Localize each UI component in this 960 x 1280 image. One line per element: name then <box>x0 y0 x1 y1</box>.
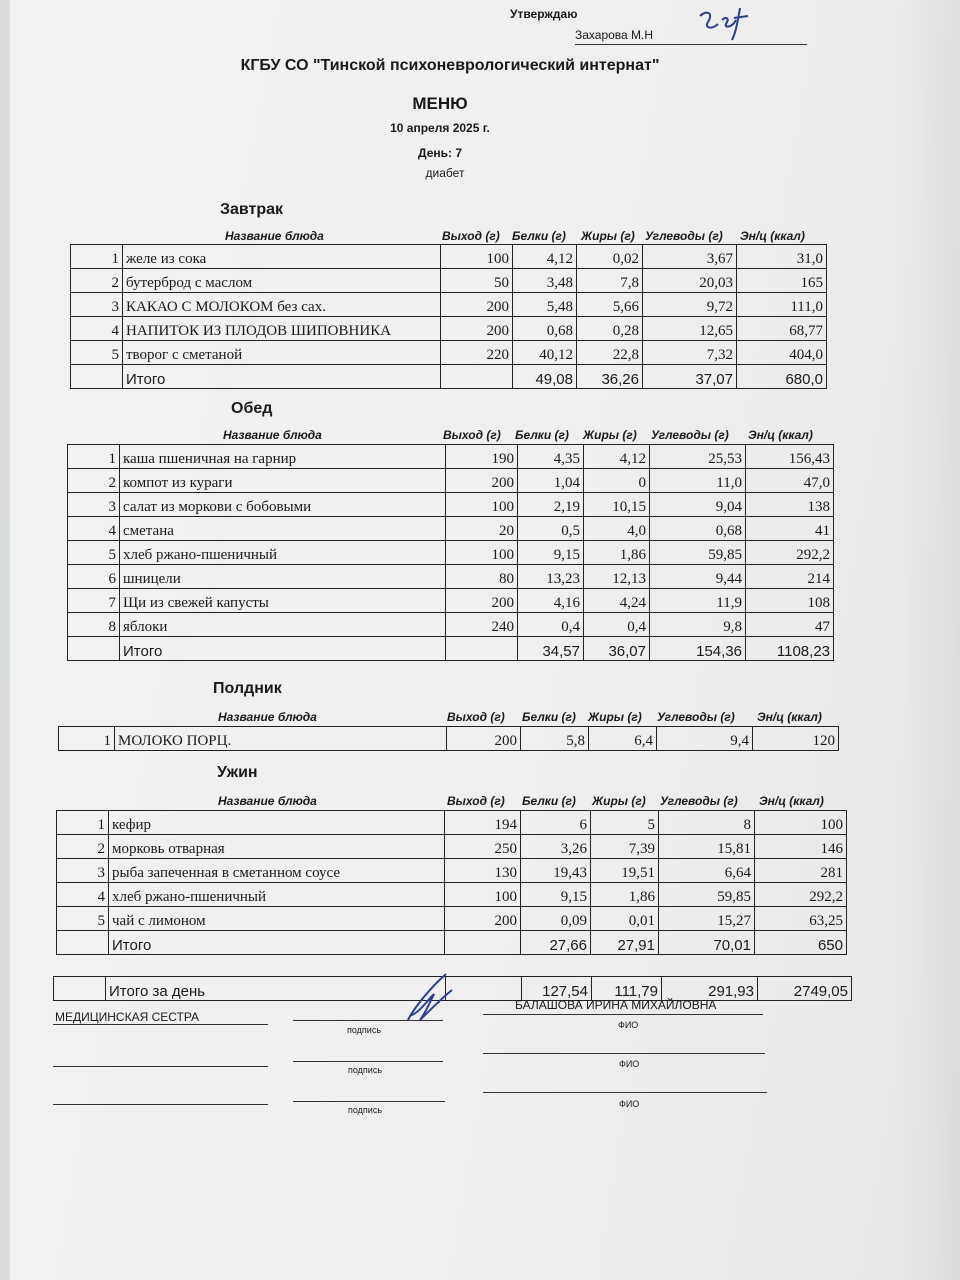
dish-yield: 20 <box>446 517 518 541</box>
dish-fat: 6,4 <box>589 727 657 751</box>
col-name: Название блюда <box>218 710 317 724</box>
day-total-label: Итого за день <box>106 977 446 1001</box>
dish-energy: 47,0 <box>746 469 834 493</box>
dish-energy: 63,25 <box>755 907 847 931</box>
signature-caption: подпись <box>348 1105 383 1115</box>
col-energy: Эн/ц (ккал) <box>748 428 813 442</box>
col-protein: Белки (г) <box>512 229 566 243</box>
signature-line <box>53 1104 268 1105</box>
total-row <box>57 931 847 955</box>
dish-carbs: 9,72 <box>643 293 737 317</box>
signature-caption: подпись <box>347 1025 382 1035</box>
table-row <box>71 293 827 317</box>
dish-protein: 2,19 <box>518 493 584 517</box>
dish-carbs: 0,68 <box>650 517 746 541</box>
col-name: Название блюда <box>223 428 322 442</box>
row-number: 1 <box>68 445 120 469</box>
dish-carbs: 15,81 <box>659 835 755 859</box>
col-yield: Выход (г) <box>447 710 505 724</box>
dish-name: творог с сметаной <box>123 341 441 365</box>
total-label: Итого <box>109 931 445 955</box>
dish-energy: 156,43 <box>746 445 834 469</box>
col-yield: Выход (г) <box>443 428 501 442</box>
row-number: 1 <box>59 727 115 751</box>
approver-name: Захарова М.Н <box>575 28 654 42</box>
total-protein: 27,66 <box>521 931 591 955</box>
dish-fat: 0,28 <box>577 317 643 341</box>
dish-fat: 12,13 <box>584 565 650 589</box>
col-name: Название блюда <box>225 229 324 243</box>
dish-yield: 200 <box>446 469 518 493</box>
day-total-energy: 2749,05 <box>758 977 852 1001</box>
menu-day: День: 7 <box>418 146 462 160</box>
dish-energy: 165 <box>737 269 827 293</box>
dish-protein: 9,15 <box>518 541 584 565</box>
dish-energy: 108 <box>746 589 834 613</box>
dish-yield: 100 <box>446 541 518 565</box>
dish-name: хлеб ржано-пшеничный <box>120 541 446 565</box>
col-fat: Жиры (г) <box>588 710 642 724</box>
row-number: 8 <box>68 613 120 637</box>
col-carbs: Углеводы (г) <box>651 428 729 442</box>
col-name: Название блюда <box>218 794 317 808</box>
section-title-lunch: Обед <box>231 400 273 417</box>
dish-carbs: 9,44 <box>650 565 746 589</box>
dish-protein: 4,12 <box>513 245 577 269</box>
dish-energy: 31,0 <box>737 245 827 269</box>
signature-role-1: МЕДИЦИНСКАЯ СЕСТРА <box>55 1010 200 1024</box>
signature-line <box>483 1092 767 1093</box>
dish-fat: 4,12 <box>584 445 650 469</box>
dish-fat: 0,01 <box>591 907 659 931</box>
dish-protein: 4,35 <box>518 445 584 469</box>
col-fat: Жиры (г) <box>592 794 646 808</box>
table-row <box>71 317 827 341</box>
approval-line <box>575 44 807 45</box>
table-row <box>68 589 834 613</box>
dish-carbs: 59,85 <box>659 883 755 907</box>
dish-protein: 9,15 <box>521 883 591 907</box>
dish-yield: 220 <box>441 341 513 365</box>
row-number: 7 <box>68 589 120 613</box>
col-carbs: Углеводы (г) <box>660 794 738 808</box>
dish-name: рыба запеченная в сметанном соусе <box>109 859 445 883</box>
signature-line <box>53 1024 268 1025</box>
dish-name: каша пшеничная на гарнир <box>120 445 446 469</box>
row-number: 1 <box>71 245 123 269</box>
page-title: МЕНЮ <box>412 94 468 113</box>
total-carbs: 154,36 <box>650 637 746 661</box>
dish-yield: 100 <box>446 493 518 517</box>
signature-name-1: БАЛАШОВА ИРИНА МИХАЙЛОВНА <box>515 998 717 1012</box>
table-row <box>68 493 834 517</box>
dish-name: салат из моркови с бобовыми <box>120 493 446 517</box>
total-carbs: 37,07 <box>643 365 737 389</box>
dish-fat: 4,24 <box>584 589 650 613</box>
dish-energy: 47 <box>746 613 834 637</box>
table-row <box>71 341 827 365</box>
dish-protein: 3,26 <box>521 835 591 859</box>
table-row <box>68 469 834 493</box>
dish-yield: 250 <box>445 835 521 859</box>
dish-yield: 100 <box>441 245 513 269</box>
row-number: 2 <box>57 835 109 859</box>
signature-line <box>293 1101 445 1102</box>
day-total-fat: 111,79 <box>592 977 662 1001</box>
dish-protein: 13,23 <box>518 565 584 589</box>
dish-fat: 19,51 <box>591 859 659 883</box>
dish-energy: 214 <box>746 565 834 589</box>
institution-name: КГБУ СО "Тинской психоневрологический интернат" <box>240 57 660 74</box>
dish-fat: 0,02 <box>577 245 643 269</box>
dish-energy: 146 <box>755 835 847 859</box>
dish-fat: 10,15 <box>584 493 650 517</box>
diet-type: диабет <box>425 166 465 180</box>
table-row <box>57 883 847 907</box>
dish-fat: 0,4 <box>584 613 650 637</box>
dish-fat: 5 <box>591 811 659 835</box>
row-number: 4 <box>71 317 123 341</box>
signature-line <box>293 1061 443 1062</box>
fio-caption: ФИО <box>619 1059 640 1069</box>
row-number: 4 <box>57 883 109 907</box>
total-row <box>68 637 834 661</box>
dish-name: бутерброд с маслом <box>123 269 441 293</box>
signature-line <box>293 1020 443 1021</box>
day-total-carbs: 291,93 <box>662 977 758 1001</box>
dish-protein: 0,09 <box>521 907 591 931</box>
dish-name: МОЛОКО ПОРЦ. <box>115 727 447 751</box>
dish-yield: 190 <box>446 445 518 469</box>
col-protein: Белки (г) <box>515 428 569 442</box>
dish-yield: 194 <box>445 811 521 835</box>
dish-carbs: 8 <box>659 811 755 835</box>
table-row <box>68 613 834 637</box>
col-fat: Жиры (г) <box>583 428 637 442</box>
total-fat: 36,26 <box>577 365 643 389</box>
row-number: 3 <box>68 493 120 517</box>
table-snack <box>58 726 839 751</box>
total-fat: 36,07 <box>584 637 650 661</box>
dish-energy: 292,2 <box>746 541 834 565</box>
dish-name: шницели <box>120 565 446 589</box>
dish-energy: 120 <box>753 727 839 751</box>
menu-document <box>10 0 960 1280</box>
col-protein: Белки (г) <box>522 794 576 808</box>
dish-fat: 4,0 <box>584 517 650 541</box>
dish-protein: 3,48 <box>513 269 577 293</box>
dish-energy: 68,77 <box>737 317 827 341</box>
row-number: 4 <box>68 517 120 541</box>
col-energy: Эн/ц (ккал) <box>759 794 824 808</box>
total-protein: 49,08 <box>513 365 577 389</box>
table-dinner <box>56 810 847 955</box>
dish-name: яблоки <box>120 613 446 637</box>
total-row <box>71 365 827 389</box>
signature-line <box>53 1066 268 1067</box>
dish-energy: 292,2 <box>755 883 847 907</box>
day-total-protein: 127,54 <box>522 977 592 1001</box>
dish-fat: 5,66 <box>577 293 643 317</box>
dish-yield: 80 <box>446 565 518 589</box>
dish-carbs: 9,4 <box>657 727 753 751</box>
dish-yield: 200 <box>445 907 521 931</box>
section-title-dinner: Ужин <box>217 764 258 781</box>
dish-fat: 1,86 <box>584 541 650 565</box>
dish-name: морковь отварная <box>109 835 445 859</box>
dish-protein: 5,48 <box>513 293 577 317</box>
dish-carbs: 59,85 <box>650 541 746 565</box>
row-number: 6 <box>68 565 120 589</box>
dish-carbs: 6,64 <box>659 859 755 883</box>
table-row <box>57 811 847 835</box>
dish-protein: 5,8 <box>521 727 589 751</box>
dish-yield: 100 <box>445 883 521 907</box>
menu-date: 10 апреля 2025 г. <box>390 121 490 135</box>
dish-name: компот из кураги <box>120 469 446 493</box>
dish-carbs: 15,27 <box>659 907 755 931</box>
dish-carbs: 3,67 <box>643 245 737 269</box>
dish-carbs: 11,0 <box>650 469 746 493</box>
col-protein: Белки (г) <box>522 710 576 724</box>
row-number: 3 <box>71 293 123 317</box>
dish-yield: 50 <box>441 269 513 293</box>
dish-yield: 200 <box>441 317 513 341</box>
row-number: 3 <box>57 859 109 883</box>
total-label: Итого <box>120 637 446 661</box>
col-fat: Жиры (г) <box>581 229 635 243</box>
dish-energy: 404,0 <box>737 341 827 365</box>
dish-name: сметана <box>120 517 446 541</box>
total-protein: 34,57 <box>518 637 584 661</box>
dish-protein: 19,43 <box>521 859 591 883</box>
section-title-breakfast: Завтрак <box>220 201 284 218</box>
col-carbs: Углеводы (г) <box>645 229 723 243</box>
dish-yield: 200 <box>441 293 513 317</box>
col-energy: Эн/ц (ккал) <box>740 229 805 243</box>
dish-energy: 100 <box>755 811 847 835</box>
dish-protein: 40,12 <box>513 341 577 365</box>
table-row <box>57 907 847 931</box>
row-number: 5 <box>71 341 123 365</box>
nurse-signature <box>390 968 470 1028</box>
dish-name: чай с лимоном <box>109 907 445 931</box>
table-row <box>68 517 834 541</box>
dish-yield: 240 <box>446 613 518 637</box>
dish-energy: 138 <box>746 493 834 517</box>
row-number: 1 <box>57 811 109 835</box>
table-row <box>71 269 827 293</box>
dish-yield: 130 <box>445 859 521 883</box>
total-label: Итого <box>123 365 441 389</box>
dish-carbs: 9,8 <box>650 613 746 637</box>
dish-name: кефир <box>109 811 445 835</box>
dish-yield: 200 <box>447 727 521 751</box>
dish-fat: 1,86 <box>591 883 659 907</box>
section-title-snack: Полдник <box>213 680 282 697</box>
approval-label: Утверждаю <box>510 7 578 21</box>
table-row <box>71 245 827 269</box>
total-energy: 1108,23 <box>746 637 834 661</box>
dish-name: хлеб ржано-пшеничный <box>109 883 445 907</box>
table-row <box>59 727 839 751</box>
dish-carbs: 9,04 <box>650 493 746 517</box>
col-yield: Выход (г) <box>442 229 500 243</box>
dish-protein: 0,4 <box>518 613 584 637</box>
row-number: 2 <box>71 269 123 293</box>
dish-name: КАКАО С МОЛОКОМ без сах. <box>123 293 441 317</box>
dish-fat: 7,8 <box>577 269 643 293</box>
row-number: 2 <box>68 469 120 493</box>
fio-caption: ФИО <box>618 1020 639 1030</box>
total-energy: 680,0 <box>737 365 827 389</box>
dish-fat: 22,8 <box>577 341 643 365</box>
table-row <box>57 859 847 883</box>
dish-fat: 7,39 <box>591 835 659 859</box>
dish-protein: 6 <box>521 811 591 835</box>
table-row <box>68 541 834 565</box>
dish-yield: 200 <box>446 589 518 613</box>
table-lunch <box>67 444 834 661</box>
dish-protein: 0,5 <box>518 517 584 541</box>
signature-caption: подпись <box>348 1065 383 1075</box>
dish-carbs: 11,9 <box>650 589 746 613</box>
dish-energy: 41 <box>746 517 834 541</box>
table-breakfast <box>70 244 827 389</box>
col-yield: Выход (г) <box>447 794 505 808</box>
dish-name: Щи из свежей капусты <box>120 589 446 613</box>
dish-carbs: 25,53 <box>650 445 746 469</box>
dish-protein: 0,68 <box>513 317 577 341</box>
total-carbs: 70,01 <box>659 931 755 955</box>
approver-signature <box>692 2 752 42</box>
table-row <box>68 565 834 589</box>
dish-name: НАПИТОК ИЗ ПЛОДОВ ШИПОВНИКА <box>123 317 441 341</box>
col-energy: Эн/ц (ккал) <box>757 710 822 724</box>
dish-carbs: 7,32 <box>643 341 737 365</box>
row-number: 5 <box>57 907 109 931</box>
total-fat: 27,91 <box>591 931 659 955</box>
row-number: 5 <box>68 541 120 565</box>
total-energy: 650 <box>755 931 847 955</box>
dish-energy: 111,0 <box>737 293 827 317</box>
dish-protein: 1,04 <box>518 469 584 493</box>
dish-carbs: 12,65 <box>643 317 737 341</box>
signature-line <box>483 1014 763 1015</box>
table-row <box>57 835 847 859</box>
signature-line <box>483 1053 765 1054</box>
fio-caption: ФИО <box>619 1099 640 1109</box>
dish-carbs: 20,03 <box>643 269 737 293</box>
col-carbs: Углеводы (г) <box>657 710 735 724</box>
dish-fat: 0 <box>584 469 650 493</box>
dish-protein: 4,16 <box>518 589 584 613</box>
dish-energy: 281 <box>755 859 847 883</box>
dish-name: желе из сока <box>123 245 441 269</box>
table-row <box>68 445 834 469</box>
